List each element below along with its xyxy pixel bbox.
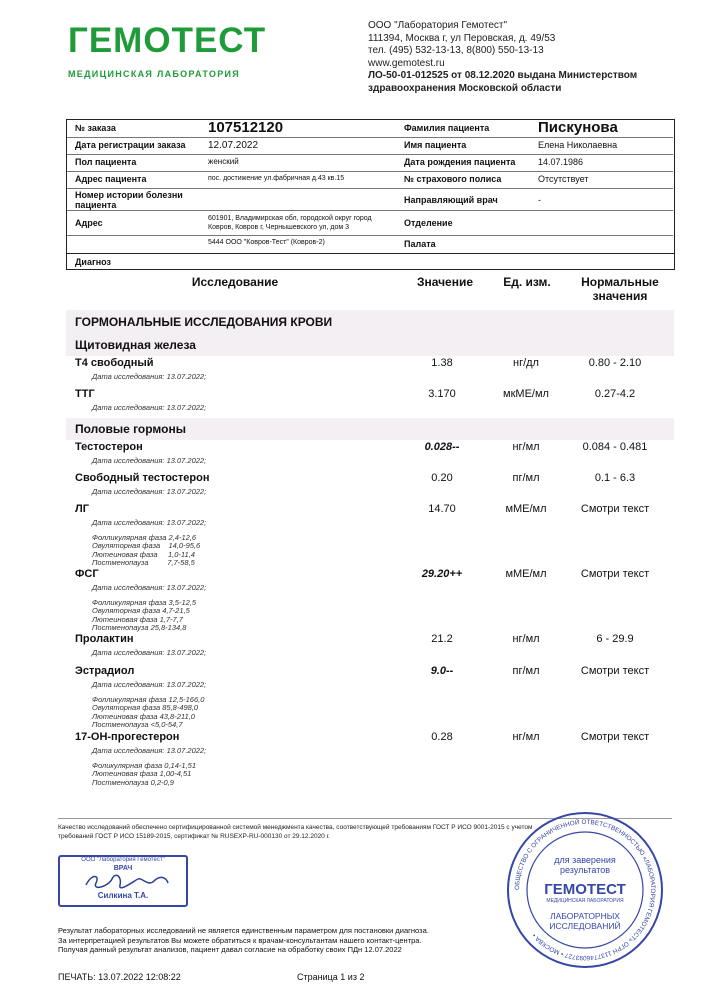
- stamp-bottom-1: ЛАБОРАТОРНЫХ: [550, 911, 620, 921]
- section-title: ГОРМОНАЛЬНЫЕ ИССЛЕДОВАНИЯ КРОВИ: [75, 315, 333, 329]
- test-reference-phases: Фолликулярная фаза 2,4-12,6 Овуляторная фаза 14,0-95,6 Лютеиновая фаза 1,0-11,4 Постменопауза 7,7-58,5: [92, 533, 201, 568]
- quality-line-1: Качество исследований обеспечено сертифицированной системой менеджмента качества, соответствующей требованиям ГОСТ Р ИСО 9001-2015 с учетом: [58, 824, 533, 831]
- test-unit: нг/мл: [512, 731, 540, 743]
- test-reference-phases: Фолликулярная фаза 3,5-12,5 Овуляторная фаза 4,7-21,5 Лютеиновая фаза 1,7-7,7 Постменопауза 25,8-134,8: [92, 598, 197, 633]
- test-unit: мМЕ/мл: [505, 568, 547, 580]
- dob-value: 14.07.1986: [538, 157, 584, 167]
- insurance-value: Отсутствует: [538, 174, 589, 184]
- test-unit: пг/мл: [512, 665, 540, 677]
- stamp-title-1: для заверения: [554, 855, 616, 865]
- test-value: 0.28: [431, 731, 453, 743]
- test-unit: нг/мл: [512, 633, 540, 645]
- col-header-norm-1: Нормальные: [581, 275, 659, 289]
- disclaimer-line-3: Получая данный результат анализов, пациент давал согласие на обработку своих ПДн 12.07.2022: [58, 945, 402, 954]
- test-date: Дата исследования: 13.07.2022;: [92, 746, 207, 755]
- test-name: ЛГ: [75, 503, 89, 515]
- patient-info-table: [66, 119, 675, 254]
- quality-line-2: требований ГОСТ Р ИСО 15189-2015, сертификат № RUSEXP-RU-000130 от 29.12.2020 г.: [58, 832, 330, 840]
- doctor-stamp-role: ВРАЧ: [113, 865, 133, 872]
- department-label: Отделение: [404, 218, 453, 228]
- lab-info: [368, 20, 668, 95]
- test-date: Дата исследования: 13.07.2022;: [92, 648, 207, 657]
- test-value: 3.170: [428, 388, 456, 400]
- disclaimer: [58, 926, 429, 955]
- logo-tagline: МЕДИЦИНСКАЯ ЛАБОРАТОРИЯ: [68, 69, 241, 79]
- test-norm: Смотри текст: [580, 731, 650, 743]
- col-header-unit: Ед. изм.: [503, 275, 551, 289]
- name-value: Елена Николаевна: [538, 140, 618, 150]
- doctor-label: Направляющий врач: [404, 195, 498, 205]
- test-unit: пг/мл: [512, 472, 540, 484]
- test-norm: Смотри текст: [580, 568, 650, 580]
- name-label: Имя пациента: [404, 140, 467, 150]
- surname-label: Фамилия пациента: [404, 123, 490, 133]
- test-value: 21.2: [431, 633, 453, 645]
- reg-date-label: Дата регистрации заказа: [75, 140, 186, 150]
- disclaimer-line-1: Результат лабораторных исследований не является единственным параметром для постановки диагноза.: [58, 926, 429, 935]
- group-title-thyroid: Щитовидная железа: [75, 338, 196, 352]
- test-unit: мкМЕ/мл: [503, 388, 549, 400]
- stamp-title-2: результатов: [559, 865, 611, 875]
- print-timestamp: ПЕЧАТЬ: 13.07.2022 12:08:22: [58, 972, 181, 982]
- company-logo: [68, 21, 318, 79]
- disclaimer-line-2: За интерпретацией результатов Вы можете обратиться к врачам-консультантам нашего контакт-центра.: [58, 935, 422, 945]
- test-name: 17-ОН-прогестерон: [75, 731, 180, 743]
- test-reference-phases: Фоликулярная фаза 0,14-1,51 Лютеиновая фаза 1,00-4,51 Постменопауза 0,2-0,9: [92, 761, 196, 787]
- history-label: Номер истории болезни пациента: [75, 190, 183, 210]
- test-name: Т4 свободный: [75, 357, 154, 369]
- stamp-ring-text: ОБЩЕСТВО С ОГРАНИЧЕННОЙ ОТВЕТСТВЕННОСТЬЮ «ЛАБОРАТОРИЯ ГЕМОТЕСТ» ОГРН 1137746093727 • МОСКВА •: [513, 818, 657, 962]
- test-name: ТТГ: [75, 388, 95, 400]
- test-norm: 0.1 - 6.3: [594, 472, 636, 484]
- test-value: 9.0--: [430, 665, 454, 677]
- surname-value: Пискунова: [538, 119, 618, 136]
- test-unit: мМЕ/мл: [505, 503, 547, 515]
- test-name: Эстрадиол: [75, 665, 135, 677]
- test-date: Дата исследования: 13.07.2022;: [92, 456, 207, 465]
- col-header-value: Значение: [416, 275, 474, 289]
- test-date: Дата исследования: 13.07.2022;: [92, 583, 207, 592]
- group-title-sex: Половые гормоны: [75, 422, 186, 436]
- test-norm: 0.80 - 2.10: [588, 357, 642, 369]
- dob-label: Дата рождения пациента: [404, 157, 516, 167]
- order-label: № заказа: [75, 123, 116, 133]
- doctor-value: -: [538, 195, 541, 205]
- test-date: Дата исследования: 13.07.2022;: [92, 518, 207, 527]
- col-header-norm-2: значения: [592, 289, 648, 303]
- logo-wordmark: ГЕМОТЕСТ: [68, 21, 267, 60]
- lab-address: 111394, Москва г, ул Перовская, д. 49/53: [368, 32, 556, 44]
- test-value: 0.028--: [424, 441, 460, 453]
- doctor-stamp-org: ООО "Лаборатория Гемотест": [81, 857, 165, 863]
- diagnosis-label: Диагноз: [75, 257, 111, 267]
- test-date: Дата исследования: 13.07.2022;: [92, 403, 207, 412]
- quality-note: [58, 824, 533, 841]
- test-date: Дата исследования: 13.07.2022;: [92, 487, 207, 496]
- test-value: 0.20: [431, 472, 453, 484]
- patient-address-value: пос. достижение ул.фабричная д.43 кв.15: [208, 175, 345, 182]
- stamp-bottom-2: ИССЛЕДОВАНИЙ: [549, 921, 621, 931]
- test-norm: 0.084 - 0.481: [582, 441, 648, 453]
- test-value: 1.38: [431, 357, 453, 369]
- test-name: Тестостерон: [75, 441, 143, 453]
- sex-label: Пол пациента: [75, 157, 137, 167]
- ward-label: Палата: [404, 239, 436, 249]
- test-norm: Смотри текст: [580, 503, 650, 515]
- test-norm: 0.27-4.2: [594, 388, 636, 400]
- doctor-signature: [82, 871, 172, 893]
- address-line-1: 601901, Владимирская обл, городской округ город: [208, 215, 372, 222]
- address-label: Адрес: [75, 218, 103, 228]
- test-unit: нг/дл: [513, 357, 539, 369]
- stamp-brand-sub: МЕДИЦИНСКАЯ ЛАБОРАТОРИЯ: [546, 898, 624, 904]
- lab-company: ООО "Лаборатория Гемотест": [368, 20, 508, 31]
- address-value: [208, 214, 372, 232]
- page-number: Страница 1 из 2: [297, 972, 365, 982]
- col-header-norm: [560, 275, 680, 303]
- test-name: Свободный тестостерон: [75, 472, 210, 484]
- doctor-stamp: [58, 855, 188, 907]
- test-norm: 6 - 29.9: [596, 633, 634, 645]
- test-norm: Смотри текст: [580, 665, 650, 677]
- col-header-test: Исследование: [191, 275, 279, 289]
- test-value: 14.70: [428, 503, 456, 515]
- patient-address-label: Адрес пациента: [75, 174, 147, 184]
- insurance-label: № страхового полиса: [404, 174, 502, 184]
- reg-date-value: 12.07.2022: [208, 140, 259, 151]
- doctor-stamp-name: Силкина Т.А.: [97, 891, 149, 900]
- test-name: ФСГ: [75, 568, 99, 580]
- test-name: Пролактин: [75, 633, 134, 645]
- test-date: Дата исследования: 13.07.2022;: [92, 372, 207, 381]
- lab-phones: тел. (495) 532-13-13, 8(800) 550-13-13: [368, 45, 544, 56]
- stamp-brand: ГЕМОТЕСТ: [544, 881, 626, 898]
- address-line-2: Ковров, Ковров г, Чернышевского ул, дом 3: [208, 224, 350, 231]
- lab-license-1: ЛО-50-01-012525 от 08.12.2020 выдана Министерством: [368, 70, 638, 81]
- office-value: 5444 ООО "Ковров-Тест" (Ковров-2): [208, 239, 325, 246]
- order-number: 107512120: [208, 119, 284, 136]
- test-date: Дата исследования: 13.07.2022;: [92, 680, 207, 689]
- test-unit: нг/мл: [512, 441, 540, 453]
- sex-value: женский: [208, 157, 239, 166]
- test-value: 29.20++: [421, 568, 463, 580]
- test-reference-phases: Фолликулярная фаза 12,5-166,0 Овуляторная фаза 85,8-498,0 Лютеиновая фаза 43,8-211,0 Постменопауза <5,0-54,7: [92, 695, 205, 730]
- diagnosis-row: [66, 253, 675, 270]
- lab-website: www.gemotest.ru: [368, 57, 445, 69]
- lab-license-2: здравоохранения Московской области: [368, 82, 562, 94]
- lab-round-stamp: [505, 810, 665, 970]
